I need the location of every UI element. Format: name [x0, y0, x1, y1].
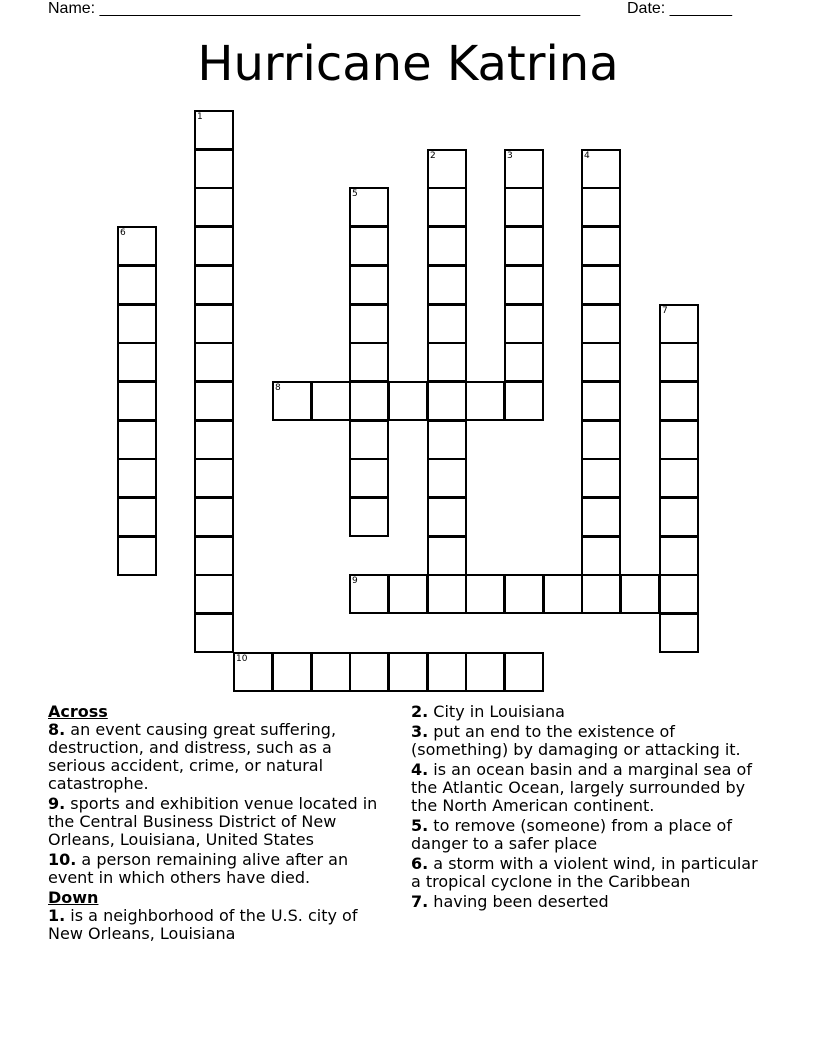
- clue-number-label: 8: [275, 383, 281, 393]
- clue-text: a storm with a violent wind, in particular a tropical cyclone in the Caribbean: [411, 854, 758, 891]
- grid-cell: [349, 304, 389, 344]
- clue-down-3: [411, 723, 771, 759]
- grid-cell: [349, 265, 389, 305]
- grid-cell: [117, 342, 157, 382]
- clue-number-label: 4: [584, 151, 590, 161]
- grid-cell: [581, 420, 621, 460]
- clue-text: having been deserted: [428, 892, 609, 911]
- grid-cell: [427, 304, 467, 344]
- clue-number: 1.: [48, 906, 66, 925]
- clue-number-label: 7: [662, 306, 668, 316]
- grid-cell: [581, 497, 621, 537]
- grid-cell: [504, 149, 544, 189]
- grid-cell: [117, 420, 157, 460]
- clue-number-label: 2: [430, 151, 436, 161]
- grid-cell: [504, 226, 544, 266]
- grid-cell: [659, 304, 699, 344]
- grid-cell: [581, 458, 621, 498]
- clue-number: 7.: [411, 892, 429, 911]
- grid-cell: [581, 265, 621, 305]
- grid-cell: [427, 420, 467, 460]
- clue-text: a person remaining alive after an event in which others have died.: [48, 850, 349, 887]
- grid-cell: [504, 342, 544, 382]
- date-field: Date: _______: [627, 0, 732, 17]
- grid-cell: [194, 149, 234, 189]
- clue-number-label: 6: [120, 228, 126, 238]
- clue-down-2: [411, 703, 771, 721]
- clue-number: 6.: [411, 854, 429, 873]
- grid-cell: [659, 574, 699, 614]
- clue-text: to remove (someone) from a place of danger to a safer place: [411, 816, 732, 853]
- grid-cell: [117, 497, 157, 537]
- grid-cell: [427, 265, 467, 305]
- grid-cell: [311, 381, 351, 421]
- clue-number-label: 3: [507, 151, 513, 161]
- grid-cell: [349, 497, 389, 537]
- grid-cell: [349, 342, 389, 382]
- grid-cell: [659, 497, 699, 537]
- clues-column-right: [411, 703, 771, 913]
- grid-cell: [349, 458, 389, 498]
- clue-number: 8.: [48, 720, 66, 739]
- grid-cell: [388, 574, 428, 614]
- down-heading: Down: [48, 888, 99, 907]
- grid-cell: [581, 342, 621, 382]
- grid-cell: [427, 536, 467, 576]
- grid-cell: [427, 497, 467, 537]
- grid-cell: [349, 226, 389, 266]
- clue-text: City in Louisiana: [428, 702, 565, 721]
- grid-cell: [427, 342, 467, 382]
- clue-across-8: [48, 721, 383, 793]
- grid-cell: [581, 187, 621, 227]
- grid-cell: [194, 342, 234, 382]
- clue-down-4: [411, 761, 771, 815]
- grid-cell: [194, 613, 234, 653]
- clue-text: an event causing great suffering, destruction, and distress, such as a serious accident, crime, or natural catastrophe.: [48, 720, 337, 793]
- clue-down-1: [48, 907, 383, 943]
- grid-cell: [194, 187, 234, 227]
- clue-down-5: [411, 817, 771, 853]
- grid-cell: [194, 381, 234, 421]
- grid-cell: [581, 381, 621, 421]
- grid-cell: [427, 149, 467, 189]
- grid-cell: [427, 574, 467, 614]
- grid-cell: [194, 304, 234, 344]
- grid-cell: [504, 187, 544, 227]
- grid-cell: [388, 652, 428, 692]
- grid-cell: [349, 652, 389, 692]
- grid-cell: [581, 574, 621, 614]
- clue-number-label: 5: [352, 189, 358, 199]
- clue-text: put an end to the existence of (something) by damaging or attacking it.: [411, 722, 741, 759]
- clue-number-label: 10: [236, 654, 248, 664]
- grid-cell: [659, 381, 699, 421]
- grid-cell: [194, 458, 234, 498]
- grid-cell: [388, 381, 428, 421]
- grid-cell: [659, 342, 699, 382]
- grid-cell: [117, 381, 157, 421]
- clue-text: is an ocean basin and a marginal sea of the Atlantic Ocean, largely surrounded by the North American continent.: [411, 760, 752, 815]
- grid-cell: [194, 226, 234, 266]
- puzzle-title: Hurricane Katrina: [197, 36, 619, 92]
- clue-across-9: [48, 795, 383, 849]
- grid-cell: [117, 458, 157, 498]
- grid-cell: [504, 574, 544, 614]
- grid-cell: [427, 652, 467, 692]
- grid-cell: [504, 381, 544, 421]
- grid-cell: [581, 536, 621, 576]
- grid-cell: [272, 652, 312, 692]
- clue-across-10: [48, 851, 383, 887]
- clue-number: 9.: [48, 794, 66, 813]
- grid-cell: [427, 187, 467, 227]
- clues-column-left: [48, 703, 383, 945]
- grid-cell: [349, 187, 389, 227]
- clue-number-label: 1: [197, 112, 203, 122]
- grid-cell: [659, 458, 699, 498]
- grid-cell: [504, 265, 544, 305]
- grid-cell: [194, 420, 234, 460]
- grid-cell: [465, 381, 505, 421]
- clue-number: 4.: [411, 760, 429, 779]
- grid-cell: [349, 574, 389, 614]
- grid-cell: [349, 381, 389, 421]
- clue-number: 10.: [48, 850, 77, 869]
- grid-cell: [659, 536, 699, 576]
- clue-text: sports and exhibition venue located in the Central Business District of New Orleans, Louisiana, United States: [48, 794, 378, 849]
- grid-cell: [194, 536, 234, 576]
- clue-number-label: 9: [352, 576, 358, 586]
- grid-cell: [272, 381, 312, 421]
- grid-cell: [543, 574, 583, 614]
- grid-cell: [581, 304, 621, 344]
- grid-cell: [194, 265, 234, 305]
- grid-cell: [581, 226, 621, 266]
- grid-cell: [659, 420, 699, 460]
- grid-cell: [659, 613, 699, 653]
- grid-cell: [427, 458, 467, 498]
- clue-number: 3.: [411, 722, 429, 741]
- grid-cell: [194, 497, 234, 537]
- grid-cell: [117, 226, 157, 266]
- clue-number: 2.: [411, 702, 429, 721]
- grid-cell: [504, 304, 544, 344]
- grid-cell: [117, 536, 157, 576]
- grid-cell: [504, 652, 544, 692]
- clue-down-6: [411, 855, 771, 891]
- grid-cell: [311, 652, 351, 692]
- grid-cell: [427, 226, 467, 266]
- grid-cell: [117, 265, 157, 305]
- grid-cell: [427, 381, 467, 421]
- clue-down-7: [411, 893, 771, 911]
- clue-text: is a neighborhood of the U.S. city of New Orleans, Louisiana: [48, 906, 358, 943]
- clue-number: 5.: [411, 816, 429, 835]
- grid-cell: [620, 574, 660, 614]
- grid-cell: [581, 149, 621, 189]
- grid-cell: [194, 574, 234, 614]
- grid-cell: [194, 110, 234, 150]
- grid-cell: [233, 652, 273, 692]
- grid-cell: [465, 574, 505, 614]
- grid-cell: [117, 304, 157, 344]
- grid-cell: [465, 652, 505, 692]
- across-heading: Across: [48, 702, 108, 721]
- grid-cell: [349, 420, 389, 460]
- name-field: Name: ______________________________________________________: [48, 0, 581, 17]
